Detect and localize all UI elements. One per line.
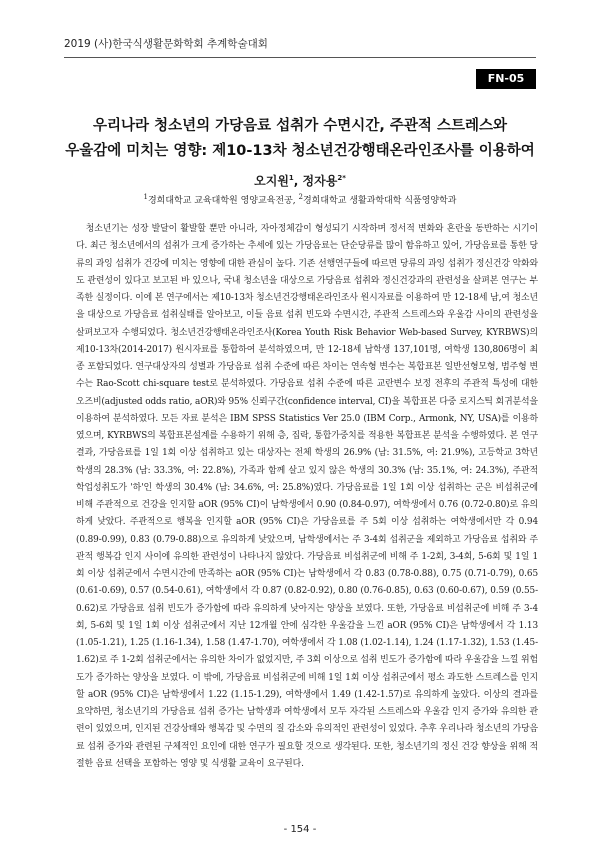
abstract-code-badge: FN-05 (476, 69, 536, 89)
affil-2: 경희대학교 생활과학대학 식품영양학과 (302, 196, 457, 206)
paper-title (60, 114, 540, 164)
author-separator: , (293, 174, 303, 188)
abstract-paragraph: 청소년기는 성장 발달이 활발할 뿐만 아니라, 자아정체감이 형성되기 시작하며 정서적 변화와 혼란을 동반하는 시기이다. 최근 청소년에서의 섭취가 크게 증가하는 추세에 있는 가당음료는 단순당류를 많이 함유하고 있어, 가당음료를 통한 당류의 과잉 섭취가 건강에 미치는 영향에 대한 관심이 높다. 기존 선행연구들에 따르면 당류의 과잉 섭취가 정신건강 악화와도 관련성이 있다고 보고된 바 있으나, 국내 청소년을 대상으로 가당음료 섭취와 정신건강과의 관련성을 살펴본 연구는 부족한 실정이다. 이에 본 연구에서는 제10-13차 청소년건강행태온라인조사 원시자료를 이용하여 만 12-18세 남,여 청소년을 대상으로 가당음료 섭취실태를 알아보고, 이들 음료 섭취 빈도와 수면시간, 주관적 스트레스와 우울감 사이의 관련성을 살펴보고자 수행되었다. 청소년건강행태온라인조사(Korea Youth Risk Behavior Web-based Survey, KYRBWS)의 제10-13차(2014-2017) 원시자료를 통합하여 분석하였으며, 만 12-18세 남학생 137,101명, 여학생 130,806명이 최종 포함되었다. 연구대상자의 성별과 가당음료 섭취 수준에 따른 차이는 연속형 변수는 복합표본 일반선형모형, 범주형 변수는 Rao-Scott chi-square test로 분석하였다. 가당음료 섭취 수준에 따른 교란변수 보정 전후의 주관적 특성에 대한 오즈비(adjusted odds ratio, aOR)와 95% 신뢰구간(confidence interval, CI)을 복합표본 다중 로지스틱 회귀분석을 이용하여 분석하였다. 모든 자료 분석은 IBM SPSS Statistics Ver 25.0 (IBM Corp., Armonk, NY, USA)를 이용하였으며, KYRBWS의 복합표본설계를 수용하기 위해 층, 집락, 통합가중치를 적용한 복합표본 분석을 수행하였다. 본 연구 결과, 가당음료를 1일 1회 이상 섭취하고 있는 대상자는 전체 학생의 26.9% (남: 31.5%, 여: 21.9%), 고등학교 3학년 학생의 28.3% (남: 33.3%, 여: 22.8%), 가족과 함께 살고 있지 않은 학생의 30.3% (남: 35.1%, 여: 24.3%), 주관적 학업성취도가 '하'인 학생의 30.4% (남: 34.6%, 여: 25.8%)였다. 가당음료를 1일 1회 이상 섭취하는 군은 비섭취군에 비해 주관적으로 건강을 인지할 aOR (95% CI)이 남학생에서 0.90 (0.84-0.97), 여학생에서 0.76 (0.72-0.80)로 유의하게 낮았다. 주관적으로 행복을 인지할 aOR (95% CI)은 가당음료를 주 5회 이상 섭취하는 여학생에서만 각 0.94 (0.89-0.99), 0.83 (0.79-0.88)으로 유의하게 낮았으며, 남학생에서는 주 3-4회 섭취군을 제외하고 가당음료 섭취와 주관적 행복감 인지 사이에 유의한 관련성이 나타나지 않았다. 가당음료 비섭취군에 비해 주 1-2회, 3-4회, 5-6회 및 1일 1회 이상 섭취군에서 수면시간에 만족하는 aOR (95% CI)는 남학생에서 각 0.83 (0.78-0.88), 0.75 (0.71-0.79), 0.65 (0.61-0.69), 0.57 (0.54-0.61), 여학생에서 각 0.87 (0.82-0.92), 0.80 (0.76-0.85), 0.63 (0.60-0.67), 0.59 (0.55-0.62)로 가당음료 섭취 빈도가 증가함에 따라 유의하게 낮아지는 양상을 보였다. 또한, 가당음료 비섭취군에 비해 주 3-4회, 5-6회 및 1일 1회 이상 섭취군에서 지난 12개월 안에 심각한 우울감을 느낀 aOR (95% CI)은 남학생에서 각 1.13 (1.05-1.21), 1.25 (1.16-1.34), 1.58 (1.47-1.70), 여학생에서 각 1.08 (1.02-1.14), 1.24 (1.17-1.32), 1.53 (1.45-1.62)로 주 1-2회 섭취군에서는 유의한 차이가 없었지만, 주 3회 이상으로 섭취 빈도가 증가함에 따라 우울감을 느낄 위험도가 증가하는 양상을 보였다. 이 밖에, 가당음료 비섭취군에 비해 1일 1회 이상 섭취군에서 평소 과도한 스트레스를 인지할 aOR (95% CI)은 남학생에서 1.22 (1.15-1.29), 여학생에서 1.49 (1.42-1.57)로 유의하게 높았다. 이상의 결과를 요약하면, 청소년기의 가당음료 섭취 증가는 남학생과 여학생에서 모두 자각된 스트레스와 우울감 인지 증가와 유의한 관련이 있었으며, 인지된 건강상태와 행복감 및 수면의 질 감소와 유의적인 관련성이 있었다. 추후 우리나라 청소년의 가당음료 섭취 증가와 관련된 구체적인 요인에 대한 연구가 필요할 것으로 생각된다. 또한, 청소년기의 정신 건강 향상을 위해 적절한 음료 선택을 포함하는 영양 및 식생활 교육이 요구된다. (76, 224, 538, 769)
affil-2-mark: 2 (298, 193, 303, 201)
author-2: 정자용 (302, 174, 338, 188)
title-line-1: 우리나라 청소년의 가당음료 섭취가 수면시간, 주관적 스트레스와 (93, 118, 507, 134)
affiliations (64, 193, 536, 206)
affil-1: 경희대학교 교육대학원 영양교육전공, (147, 196, 299, 206)
abstract-body (76, 221, 538, 773)
header-divider (64, 57, 536, 58)
conference-header: 2019 (사)한국식생활문화학회 추계학술대회 (64, 38, 268, 50)
title-line-2: 우울감에 미치는 영향: 제10-13차 청소년건강행태온라인조사를 이용하여 (65, 143, 535, 159)
author-list (64, 172, 536, 189)
author-1-affil-mark: 1 (288, 174, 294, 182)
affil-1-mark: 1 (143, 193, 148, 201)
author-1: 오지원 (254, 174, 289, 188)
page-number: - 154 - (283, 824, 317, 835)
author-2-affil-mark: 2* (337, 174, 346, 182)
